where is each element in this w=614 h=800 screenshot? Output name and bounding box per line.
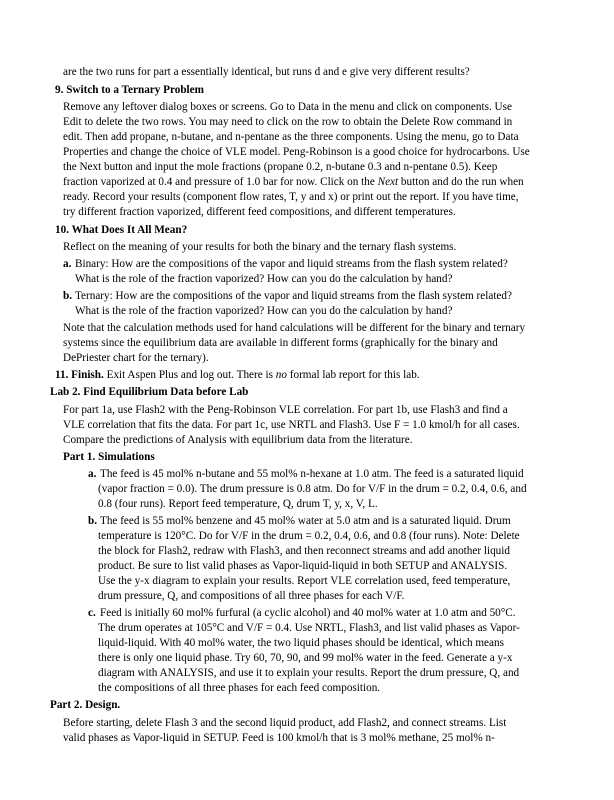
step-11-no-emphasis: no [275, 369, 287, 381]
part-1-c-label: c. [88, 607, 96, 619]
step-9-line: Properties and change the choice of VLE model. Peng-Robinson is a good choice for hydrocarbons. Use [63, 146, 530, 158]
step-10-a-line: What is the role of the fraction vaporized? How can you do the calculation by hand? [75, 273, 453, 285]
part-1-b-line: product. Be sure to list valid phases as Vapor-liquid-liquid in both SETUP and ANALYSIS. [98, 560, 508, 572]
part-1-b-line: The feed is 55 mol% benzene and 45 mol% water at 5.0 atm and is a saturated liquid. Drum [100, 515, 511, 527]
part-2-line: valid phases as Vapor-liquid in SETUP. Feed is 100 kmol/h that is 3 mol% methane, 25 mol% n- [63, 732, 495, 744]
part-1-c-line: Feed is initially 60 mol% furfural (a cyclic alcohol) and 40 mol% water at 1.0 atm and 50°C. [100, 607, 516, 619]
step-10-note-line: Note that the calculation methods used for hand calculations will be different for the binary and ternary [63, 322, 526, 334]
step-11-heading: 11. Finish. [55, 369, 104, 381]
part-1-c-line: there is only one liquid phase. Try 60, 70, 90, and 99 mol% water in the feed. Generate a y-x [98, 652, 513, 664]
part-1-b-line: drum pressure, Q, and compositions of all three phases for each V/F. [98, 590, 405, 602]
lab-2-heading: Lab 2. Find Equilibrium Data before Lab [50, 386, 249, 398]
continuation-line: are the two runs for part a essentially identical, but runs d and e give very different results? [63, 66, 470, 78]
step-10-note-line: systems since the equilibrium data are available in different forms (graphically for the binary and [63, 337, 498, 349]
step-9-line-pre: fraction vaporized at 0.4 and pressure of 1.0 bar for now. Click on the [63, 176, 378, 188]
part-1-c-line: diagram with ANALYSIS, and use it to explain your results. Report the drum pressure, Q, and [98, 667, 520, 679]
step-9-line [63, 175, 524, 190]
step-9-line: Edit to delete the two rows. You may need to click on the row to obtain the Delete Row command in [63, 116, 513, 128]
part-2-heading: Part 2. Design. [50, 699, 121, 711]
step-9-line: ready. Record your results (component flow rates, T, y and x) or print out the report. If you have time, [63, 191, 519, 203]
part-1-a-line: (vapor fraction = 0.0). The drum pressure is 0.8 atm. Do for V/F in the drum = 0.2, 0.4, 0.6, and [98, 483, 527, 495]
step-10-b-line: Ternary: How are the compositions of the vapor and liquid streams from the flash system related? [75, 290, 512, 302]
step-10-heading: 10. What Does It All Mean? [55, 224, 188, 236]
part-1-a-line: 0.8 (four runs). Report feed temperature, Q, drum T, y, x, V, L. [98, 498, 378, 510]
part-1-a-line: The feed is 45 mol% n-butane and 55 mol% n-hexane at 1.0 atm. The feed is a saturated liquid [100, 468, 524, 480]
part-2-line: Before starting, delete Flash 3 and the second liquid product, add Flash2, and connect streams. List [63, 717, 507, 729]
step-10-intro: Reflect on the meaning of your results for both the binary and the ternary flash systems. [63, 241, 457, 253]
part-1-b-line: temperature is 120°C. Do for V/F in the drum = 0.2, 0.4, 0.6, and 0.8 (four runs). Note: Delete [98, 530, 520, 542]
step-10-a-label: a. [63, 258, 72, 270]
part-1-c-line: the compositions of all three phases for each feed composition. [98, 682, 381, 694]
step-10-b-label: b. [63, 290, 73, 302]
step-9-heading: 9. Switch to a Ternary Problem [55, 84, 204, 96]
step-10-b-line: What is the role of the fraction vaporized? How can you do the calculation by hand? [75, 305, 453, 317]
part-1-b-label: b. [88, 515, 98, 527]
step-9-line-post: button and do the run when [398, 176, 524, 188]
step-9-line: the Next button and input the mole fractions (propane 0.2, n-butane 0.3 and n-pentane 0.5). Keep [63, 161, 498, 173]
step-11-line [55, 368, 420, 383]
part-1-heading: Part 1. Simulations [63, 451, 155, 463]
part-1-c-line: The drum operates at 105°C and V/F = 0.4. Use NRTL, Flash3, and list valid phases as Vapor- [98, 622, 520, 634]
lab-2-line: For part 1a, use Flash2 with the Peng-Robinson VLE correlation. For part 1b, use Flash3 and find a [63, 404, 508, 416]
lab-2-line: Compare the predictions of Analysis with equilibrium data from the literature. [63, 434, 413, 446]
part-1-b-line: the block for Flash2, redraw with Flash3, and then reconnect streams and add another liquid [98, 545, 510, 557]
step-10-note-line: DePriester chart for the ternary). [63, 352, 209, 364]
step-11-post: formal lab report for this lab. [286, 369, 420, 381]
step-10-a-line: Binary: How are the compositions of the vapor and liquid streams from the flash system related? [75, 258, 508, 270]
lab-2-line: VLE correlation that fits the data. For part 1c, use NRTL and Flash3. Use F = 1.0 kmol/h for all cases. [63, 419, 520, 431]
part-1-b-line: Use the y-x diagram to explain your results. Report VLE correlation used, feed temperature, [98, 575, 511, 587]
step-9-line: edit. Then add propane, n-butane, and n-pentane as the three components. Using the menu, go to Data [63, 131, 519, 143]
step-11-pre: Exit Aspen Plus and log out. There is [103, 369, 276, 381]
part-1-a-label: a. [88, 468, 97, 480]
step-9-line: try different fraction vaporized, different feed compositions, and different temperatures. [63, 206, 456, 218]
part-1-c-line: liquid-liquid. With 40 mol% water, the two liquid phases should be identical, which means [98, 637, 504, 649]
step-9-next-emphasis: Next [377, 176, 399, 188]
step-9-line: Remove any leftover dialog boxes or screens. Go to Data in the menu and click on components. Use [63, 101, 512, 113]
